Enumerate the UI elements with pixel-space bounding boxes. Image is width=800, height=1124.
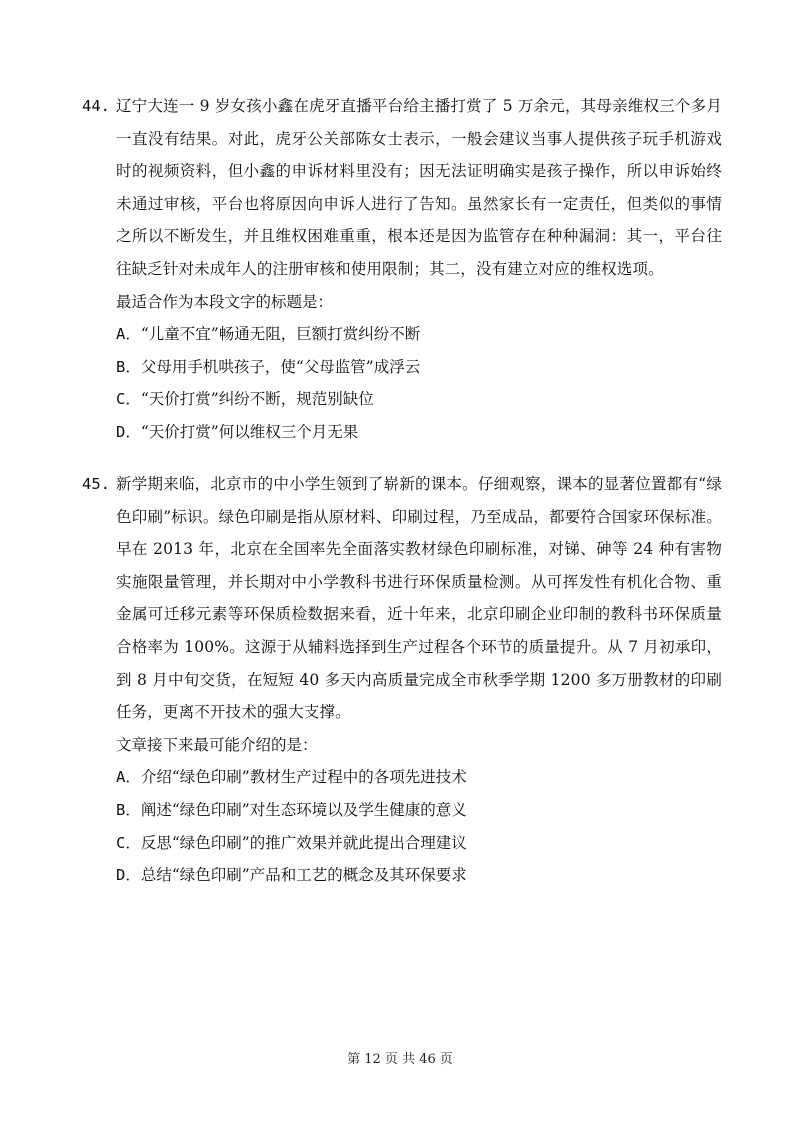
option-letter: B． (116, 357, 141, 376)
option-b (116, 351, 722, 384)
option-text: “天价打赏”何以维权三个月无果 (140, 422, 359, 441)
question-prompt: 最适合作为本段文字的标题是： (116, 292, 334, 311)
question-passage: 辽宁大连一 9 岁女孩小鑫在虎牙直播平台给主播打赏了 5 万余元，其母亲维权三个多月一直没有结果。对此，虎牙公关部陈女士表示，一般会建议当事人提供孩子玩手机游戏时的视频资料，但小鑫的申诉材料里没有；因无法证明确实是孩子操作，所以申诉始终未通过审核，平台也将原因向申诉人进行了告知。虽然家长有一定责任，但类似的事情之所以不断发生，并且维权困难重重，根本还是因为监管存在种种漏洞：其一，平台往往缺乏针对未成年人的注册审核和使用限制；其二，没有建立对应的维权选项。 (116, 97, 722, 278)
page-number-footer: 第 12 页 共 46 页 (347, 1052, 453, 1067)
option-letter: A． (116, 768, 141, 787)
question-number: 44. (82, 97, 110, 115)
option-letter: D． (116, 866, 141, 885)
question-stem (82, 468, 722, 729)
option-b (116, 794, 722, 827)
question-number: 45. (82, 475, 110, 493)
option-c (116, 383, 722, 416)
question-stem (82, 90, 722, 286)
option-text: 阐述“绿色印刷”对生态环境以及学生健康的意义 (140, 800, 467, 819)
option-letter: C． (116, 390, 141, 409)
option-a (116, 761, 722, 794)
question-44 (82, 90, 722, 449)
option-letter: A． (116, 325, 141, 344)
question-45 (82, 468, 722, 892)
option-a (116, 318, 722, 351)
option-text: “天价打赏”纠纷不断，规范别缺位 (140, 390, 374, 409)
option-c (116, 827, 722, 860)
option-text: 反思“绿色印刷”的推广效果并就此提出合理建议 (140, 833, 467, 852)
option-letter: D． (116, 422, 141, 441)
option-d (116, 859, 722, 892)
option-letter: B． (116, 800, 141, 819)
option-text: 父母用手机哄孩子，使“父母监管”成浮云 (140, 357, 421, 376)
option-letter: C． (116, 833, 141, 852)
option-d (116, 416, 722, 449)
option-text: 总结“绿色印刷”产品和工艺的概念及其环保要求 (140, 866, 467, 885)
question-prompt: 文章接下来最可能介绍的是： (116, 735, 318, 754)
option-text: 介绍“绿色印刷”教材生产过程中的各项先进技术 (140, 768, 467, 787)
option-text: “儿童不宜”畅通无阻，巨额打赏纠纷不断 (140, 325, 421, 344)
question-passage: 新学期来临，北京市的中小学生领到了崭新的课本。仔细观察，课本的显著位置都有“绿色印刷”标识。绿色印刷是指从原材料、印刷过程，乃至成品，都要符合国家环保标准。早在 2013 年，北京在全国率先全面落实教材绿色印刷标准，对锑、砷等 24 种有害物实施限量管理，并长期对中小学教科书进行环保质量检测。从可挥发性有机化合物、重金属可迁移元素等环保质检数据来看，近十年来，北京印刷企业印制的教科书环保质量合格率为 100%。这源于从辅料选择到生产过程各个环节的质量提升。从 7 月初承印，到 8 月中旬交货，在短短 40 多天内高质量完成全市秋季学期 1200 多万册教材的印刷任务，更离不开技术的强大支撑。 (116, 475, 722, 722)
